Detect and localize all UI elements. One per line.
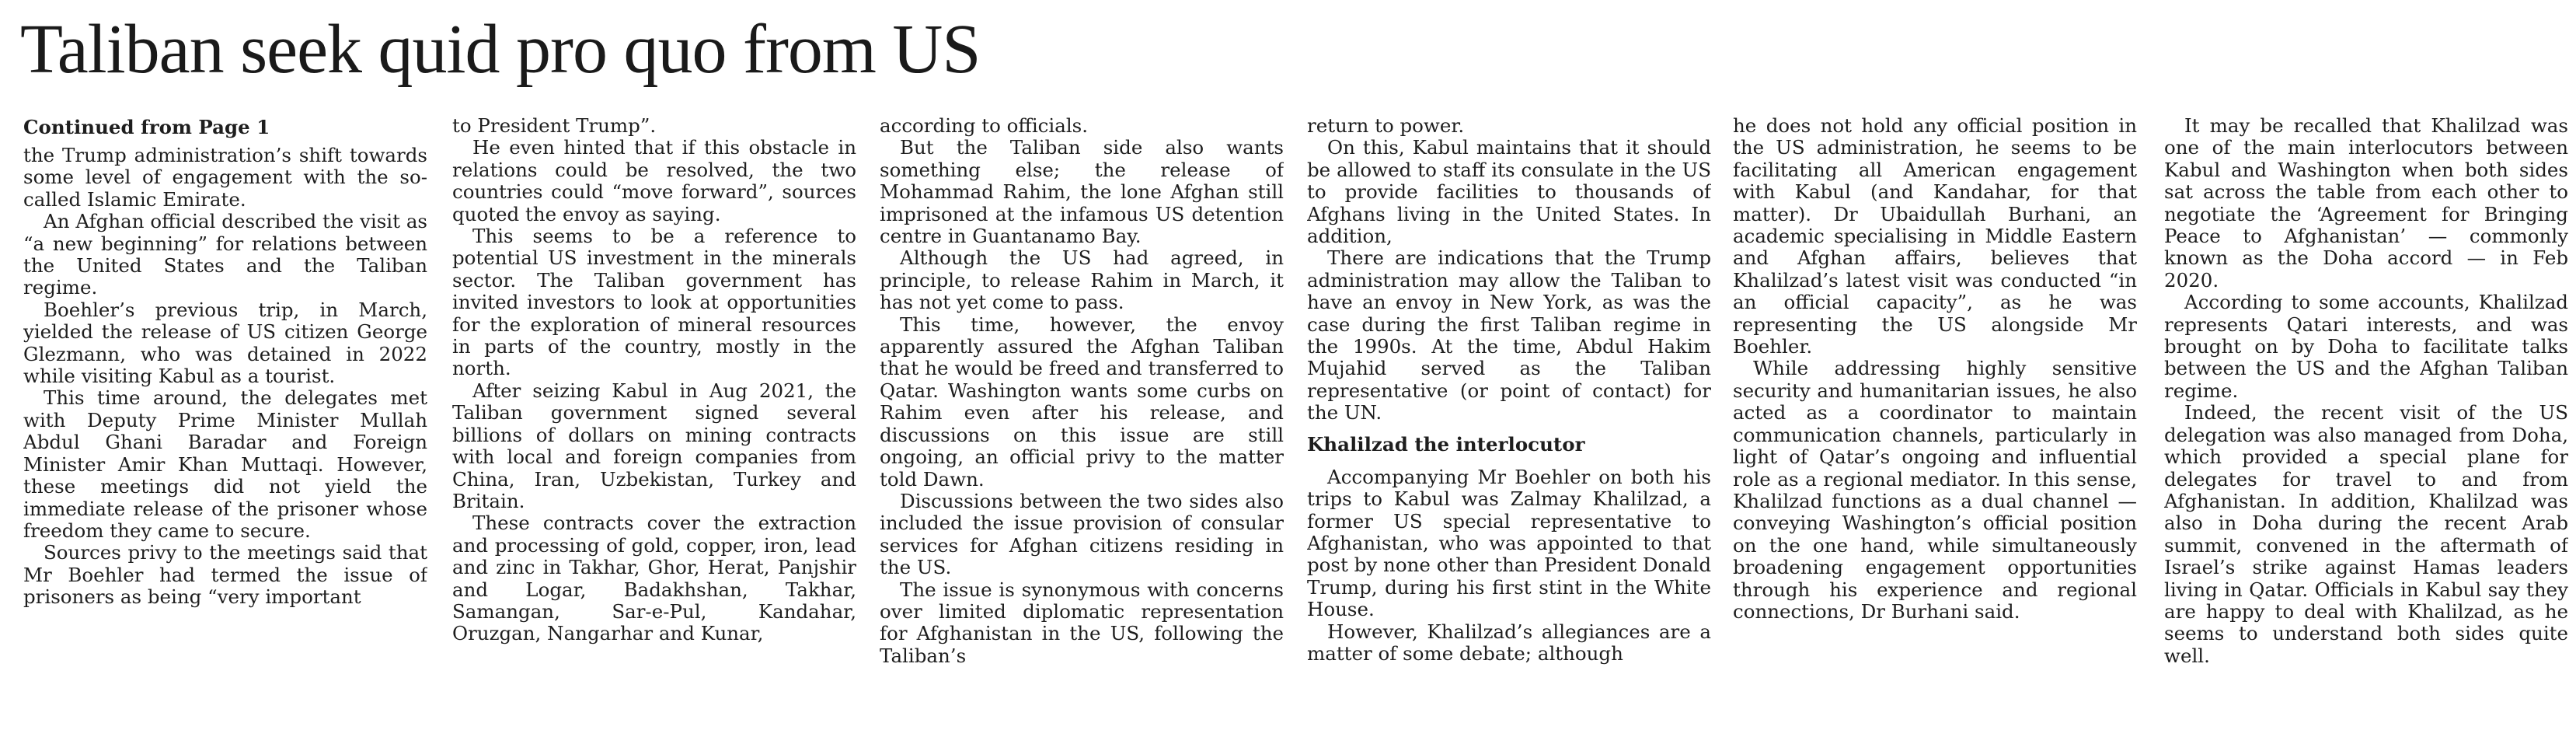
article-column-5 [1733,115,2137,737]
paragraph: Discussions between the two sides also included the issue provision of consular services for Afghan citizens residing in the US. [880,489,1284,579]
paragraph: This time around, the delegates met with Deputy Prime Minister Mullah Abdul Ghani Baradar and Foreign Minister Amir Khan Muttaqi. However, these meetings did not yield the immediate release of the prisoner whose freedom they came to secure. [23,386,427,542]
paragraph: return to power. [1307,115,1465,137]
paragraph: Although the US had agreed, in principle, to release Rahim in March, it has not yet come to pass. [880,246,1284,314]
paragraph: There are indications that the Trump administration may allow the Taliban to have an envoy in New York, as was the case during the first Taliban regime in the 1990s. At the time, Abdul Hakim Mujahid served as the Taliban representative (or point of contact) for the UN. [1307,246,1711,424]
paragraph: These contracts cover the extraction and processing of gold, copper, iron, lead and zinc in Takhar, Ghor, Herat, Panjshir and Logar, Badakhshan, Takhar, Samangan, Sar-e-Pul, Kandahar, Oruzgan, Nangarhar and Kunar, [452,512,856,645]
paragraph: According to some accounts, Khalilzad represents Qatari interests, and was brought on by Doha to facilitate talks between the US and the Afghan Taliban regime. [2164,291,2568,402]
paragraph: After seizing Kabul in Aug 2021, the Taliban government signed several billions of dollars on mining contracts with local and foreign companies from China, Iran, Uzbekistan, Turkey and Britain. [452,379,856,512]
paragraph: However, Khalilzad’s allegiances are a matter of some debate; although [1307,620,1711,665]
paragraph: according to officials. [880,115,1089,137]
continued-label: Continued from Page 1 [23,116,270,138]
subheading: Khalilzad the interlocutor [1307,432,1585,456]
paragraph: But the Taliban side also wants something else; the release of Mohammad Rahim, the lone Afghan still imprisoned at the infamous US detention centre in Guantanamo Bay. [880,136,1284,248]
paragraph: It may be recalled that Khalilzad was one of the main interlocutors between Kabul and Washington when both sides sat across the table from each other to negotiate the ‘Agreement for Bringing Peace to Afghanistan’ — commonly known as the Doha accord — in Feb 2020. [2164,115,2568,292]
paragraph: On this, Kabul maintains that it should be allowed to staff its consulate in the US to provide facilities to thousands of Afghans living in the United States. In addition, [1307,136,1711,248]
article-column-6 [2164,115,2568,737]
paragraph: He even hinted that if this obstacle in relations could be resolved, the two countries could “move forward”, sources quoted the envoy as saying. [452,136,856,225]
paragraph: This seems to be a reference to potential US investment in the minerals sector. The Taliban government has invited investors to look at opportunities for the exploration of mineral resources in parts of the country, mostly in the north. [452,225,856,380]
paragraph: While addressing highly sensitive security and humanitarian issues, he also acted as a coordinator to maintain communication channels, particularly in light of Qatar’s ongoing and influential role as a regional mediator. In this sense, Khalilzad functions as a dual channel — conveying Washington’s official position on the one hand, while simultaneously broadening engagement opportunities through his experience and regional connections, Dr Burhani said. [1733,357,2137,623]
paragraph: Accompanying Mr Boehler on both his trips to Kabul was Zalmay Khalilzad, a former US special representative to Afghanistan, who was appointed to that post by none other than President Donald Trump, during his first stint in the White House. [1307,465,1711,621]
article-column-3 [880,115,1284,737]
article-body [23,115,2568,737]
paragraph: he does not hold any official position in the US administration, he seems to be facilitating all American engagement with Kabul (and Kandahar, for that matter). Dr Ubaidullah Burhani, an academic specialising in Middle Eastern and Afghan affairs, believes that Khalilzad’s latest visit was conducted “in an official capacity”, as he was representing the US alongside Mr Boehler. [1733,115,2137,358]
section-gap [1307,424,1711,432]
headline: Taliban seek quid pro quo from US [20,11,981,88]
paragraph: to President Trump”. [452,115,657,137]
article-column-2 [452,115,856,737]
paragraph: Boehler’s previous trip, in March, yielded the release of US citizen George Glezmann, who was detained in 2022 while visiting Kabul as a tourist. [23,298,427,388]
paragraph: An Afghan official described the visit as “a new beginning” for relations between the United States and the Taliban regime. [23,210,427,299]
paragraph: The issue is synonymous with concerns over limited diplomatic representation for Afghanistan in the US, following the Taliban’s [880,578,1284,667]
article-column-1 [23,115,427,737]
paragraph: This time, however, the envoy apparently assured the Afghan Taliban that he would be freed and transferred to Qatar. Washington wants some curbs on Rahim even after his release, and discussions on this issue are still ongoing, an official privy to the matter told Dawn. [880,313,1284,491]
paragraph: Sources privy to the meetings said that Mr Boehler had termed the issue of prisoners as being “very important [23,541,427,609]
article-column-4 [1307,115,1711,737]
paragraph: the Trump administration’s shift towards some level of engagement with the so-called Islamic Emirate. [23,144,427,211]
paragraph: Indeed, the recent visit of the US delegation was also managed from Doha, which provided a special plane for delegates for travel to and from Afghanistan. In addition, Khalilzad was also in Doha during the recent Arab summit, convened in the aftermath of Israel’s strike against Hamas leaders living in Qatar. Officials in Kabul say they are happy to deal with Khalilzad, as he seems to understand both sides quite well. [2164,401,2568,667]
